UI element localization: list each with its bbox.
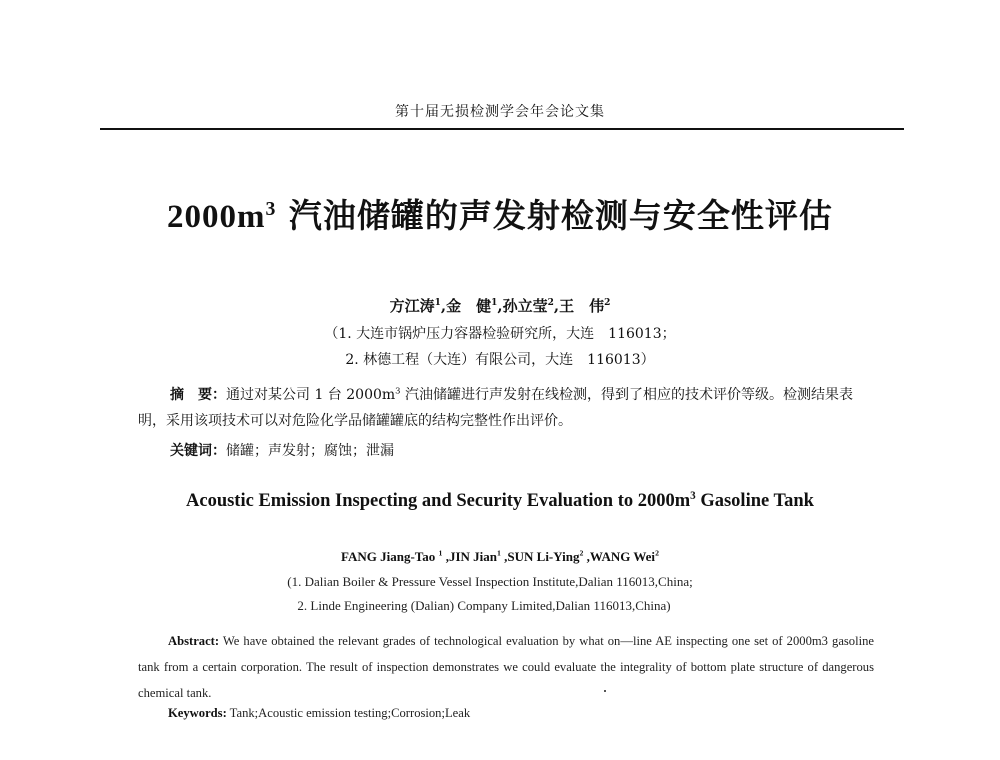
author-en-4: ,WANG Wei <box>583 549 656 564</box>
abstract-cn-label: 摘 要： <box>170 387 226 403</box>
cropped-text-line <box>140 754 900 760</box>
english-title <box>0 491 1000 512</box>
affiliation-en-2: 2. Linde Engineering (Dalian) Company Limited,Dalian 116013,China) <box>297 598 671 613</box>
author-en-2: ,JIN Jian <box>442 549 497 564</box>
abstract-cn-sup: 3 <box>395 385 401 396</box>
english-title-sup: 3 <box>690 489 696 502</box>
author-cn-2-affil: 1 <box>491 298 498 308</box>
author-en-3: ,SUN Li-Ying <box>500 549 580 564</box>
keywords-cn-label: 关键词： <box>170 443 226 459</box>
english-title-main: Acoustic Emission Inspecting and Security Evaluation to 2000m <box>186 491 691 511</box>
scan-speck <box>604 690 606 692</box>
header-rule <box>100 128 904 130</box>
affiliation-cn-2: 2. 林德工程（大连）有限公司，大连 116013） <box>345 352 655 368</box>
authors-cn: 方江涛$^1$,金 健$^1$,孙立莹$^2$,王 伟$^2$ <box>389 297 611 315</box>
paper-title <box>0 190 1000 237</box>
abstract-cn-text-2: 汽油储罐进行声发射在线检测，得到了相应的技术评价等级。检测结果表明，采用该项技术可以对危险化学品储罐罐底的结构完整性作出评价。 <box>138 387 853 429</box>
authors-en <box>0 549 1000 565</box>
abstract-en-text: We have obtained the relevant grades of technological evaluation by what on—line AE inspecting one set of 2000m3 gasoline tank from a certain corporation. The result of inspection demonstrates we could evaluate the integrality of bottom plate structure of dangerous chemical tank. <box>138 634 874 700</box>
english-title-end: Gasoline Tank <box>695 491 814 511</box>
author-en-3-affil: 2 <box>579 548 584 558</box>
abstract-cn-text-1: 通过对某公司 1 台 2000m <box>226 387 396 403</box>
author-cn-4-affil: 2 <box>604 298 611 308</box>
title-rest: 汽油储罐的声发射检测与安全性评估 <box>276 196 833 235</box>
author-en-1-affil: 1 <box>438 548 443 558</box>
keywords-cn <box>170 440 870 460</box>
author-cn-1: 方江涛 <box>389 297 435 315</box>
running-header: 第十届无损检测学会年会论文集 <box>395 104 605 120</box>
keywords-cn-text: 储罐；声发射；腐蚀；泄漏 <box>226 443 394 459</box>
affiliation-en-1: (1. Dalian Boiler & Pressure Vessel Inspection Institute,Dalian 116013,China; <box>287 574 693 589</box>
author-cn-1-affil: 1 <box>434 298 441 308</box>
author-cn-3: 孙立莹 <box>502 297 548 315</box>
abstract-en-label: Abstract: <box>168 634 220 648</box>
author-en-4-affil: 2 <box>655 548 659 558</box>
abstract-en <box>138 628 874 706</box>
keywords-en-label: Keywords: <box>168 706 227 720</box>
title-prefix: 2000m <box>167 199 266 235</box>
author-cn-3-affil: 2 <box>547 298 554 308</box>
keywords-en <box>168 706 868 721</box>
abstract-cn <box>138 382 878 434</box>
author-en-2-affil: 1 <box>496 548 501 558</box>
affiliation-cn-1: （1. 大连市锅炉压力容器检验研究所，大连 116013； <box>324 326 676 342</box>
title-superscript: 3 <box>265 198 277 220</box>
author-cn-4: 王 伟 <box>559 297 605 315</box>
author-cn-2: 金 健 <box>446 297 492 315</box>
keywords-en-text: Tank;Acoustic emission testing;Corrosion;Leak <box>226 706 471 720</box>
author-en-1: FANG Jiang-Tao <box>341 549 439 564</box>
